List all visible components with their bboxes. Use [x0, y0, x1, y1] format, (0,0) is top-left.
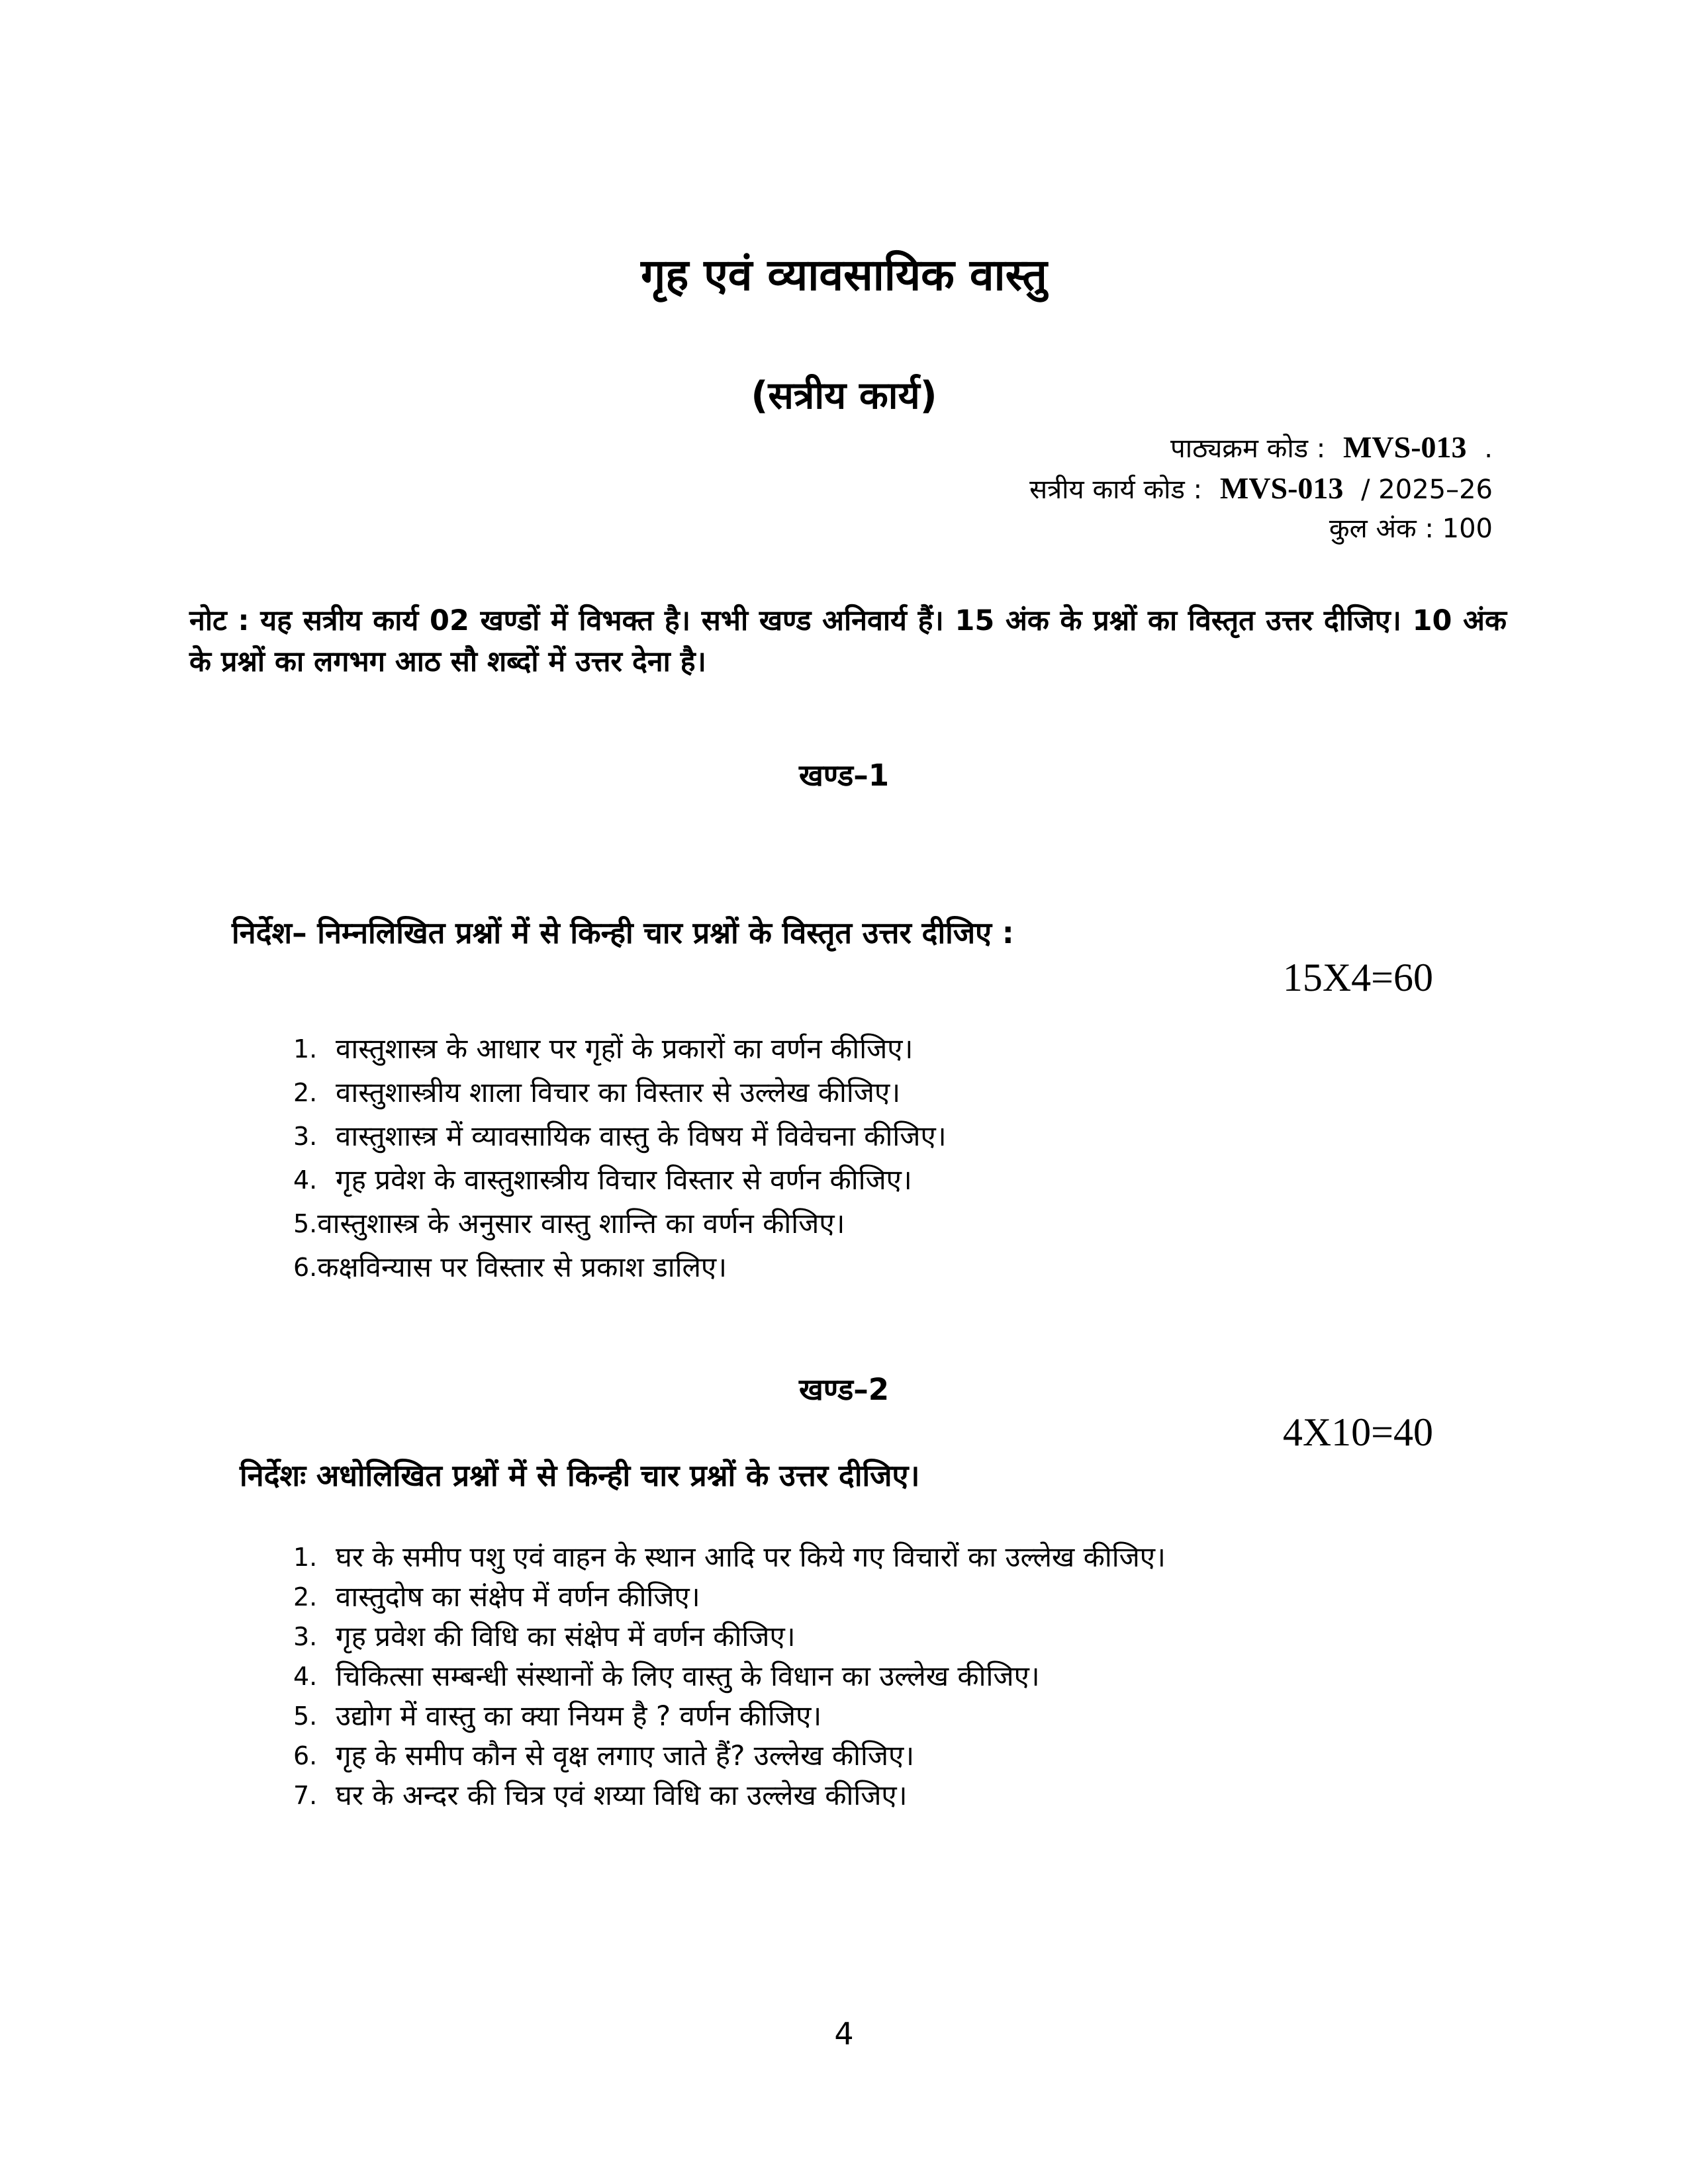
question-text: घर के समीप पशु एवं वाहन के स्थान आदि पर किये गए विचारों का उल्लेख कीजिए। — [336, 1541, 1166, 1573]
question-item — [293, 1252, 1564, 1283]
question-number: 3. — [293, 1122, 318, 1151]
question-item — [293, 1208, 1564, 1239]
question-text: घर के अन्दर की चित्र एवं शय्या विधि का उल्लेख कीजिए। — [336, 1779, 908, 1811]
question-number: 4. — [293, 1662, 318, 1691]
question-text: चिकित्सा सम्बन्धी संस्थानों के लिए वास्तु के विधान का उल्लेख कीजिए। — [336, 1660, 1040, 1692]
section-2-marks: 4X10=40 — [1282, 1410, 1433, 1454]
question-item — [293, 1661, 1564, 1692]
total-marks-label: कुल अंक : 100 — [1329, 514, 1493, 544]
question-text: वास्तुशास्त्र के अनुसार वास्तु शान्ति का वर्णन कीजिए। — [317, 1207, 845, 1240]
question-text: वास्तुशास्त्र के आधार पर गृहों के प्रकारों का वर्णन कीजिए। — [336, 1032, 914, 1065]
question-item — [293, 1741, 1564, 1771]
question-text: गृह प्रवेश की विधि का संक्षेप में वर्णन कीजिए। — [336, 1620, 796, 1653]
question-item — [293, 1621, 1564, 1652]
question-item — [293, 1165, 1564, 1195]
question-number: 6. — [293, 1741, 318, 1770]
course-code-value: MVS-013 — [1343, 430, 1467, 464]
question-text: वास्तुशास्त्रीय शाला विचार का विस्तार से उल्लेख कीजिए। — [336, 1076, 901, 1109]
question-number: 3. — [293, 1622, 318, 1651]
question-item — [293, 1701, 1564, 1731]
assignment-code-value: MVS-013 — [1219, 471, 1344, 505]
note-paragraph: नोट : यह सत्रीय कार्य 02 खण्डों में विभक्त है। सभी खण्ड अनिवार्य हैं। 15 अंक के प्रश्नों का विस्तृत उत्तर दीजिए। 10 अंक के प्रश्नों का लगभग आठ सौ शब्दों में उत्तर देना है। — [189, 604, 1507, 678]
section-1-question-list — [293, 1034, 1564, 1296]
question-item — [293, 1034, 1564, 1064]
question-number: 6. — [293, 1253, 318, 1282]
question-text: वास्तुशास्त्र में व्यावसायिक वास्तु के विषय में विवेचना कीजिए। — [336, 1120, 947, 1152]
total-marks-line — [1029, 510, 1493, 549]
assignment-code-line — [1029, 469, 1493, 510]
question-number: 1. — [293, 1034, 318, 1064]
page-number: 4 — [834, 2016, 854, 2052]
assignment-code-suffix: / 2025–26 — [1361, 475, 1493, 505]
document-subtitle: (सत्रीय कार्य) — [751, 374, 937, 418]
question-item — [293, 1780, 1564, 1811]
section-2-question-list — [293, 1542, 1564, 1820]
question-number: 4. — [293, 1165, 318, 1195]
question-number: 2. — [293, 1078, 318, 1107]
question-text: गृह प्रवेश के वास्तुशास्त्रीय विचार विस्तार से वर्णन कीजिए। — [336, 1163, 912, 1196]
question-item — [293, 1121, 1564, 1152]
question-number: 2. — [293, 1582, 318, 1612]
meta-block — [1029, 428, 1493, 549]
question-number: 7. — [293, 1781, 318, 1810]
question-text: कक्षविन्यास पर विस्तार से प्रकाश डालिए। — [317, 1251, 727, 1283]
section-1-heading: खण्ड–1 — [798, 758, 890, 793]
course-code-line — [1029, 428, 1493, 469]
assignment-code-label: सत्रीय कार्य कोड : — [1029, 475, 1203, 505]
question-item — [293, 1582, 1564, 1612]
section-1-instruction: निर्देश– निम्नलिखित प्रश्नों में से किन्ही चार प्रश्नों के विस्तृत उत्तर दीजिए : — [232, 915, 1014, 950]
course-code-label: पाठ्यक्रम कोड : — [1170, 433, 1326, 464]
course-code-suffix: . — [1484, 433, 1493, 464]
section-2-instruction: निर्देशः अधोलिखित प्रश्नों में से किन्ही चार प्रश्नों के उत्तर दीजिए। — [240, 1458, 920, 1493]
section-2-heading: खण्ड–2 — [798, 1372, 890, 1407]
question-text: गृह के समीप कौन से वृक्ष लगाए जाते हैं? उल्लेख कीजिए। — [336, 1739, 915, 1772]
question-item — [293, 1077, 1564, 1108]
section-1-marks: 15X4=60 — [1282, 956, 1433, 999]
question-text: उद्योग में वास्तु का क्या नियम है ? वर्णन कीजिए। — [336, 1700, 822, 1732]
question-text: वास्तुदोष का संक्षेप में वर्णन कीजिए। — [336, 1580, 700, 1613]
question-number: 1. — [293, 1543, 318, 1572]
question-number: 5. — [293, 1209, 318, 1238]
question-item — [293, 1542, 1564, 1572]
question-number: 5. — [293, 1702, 318, 1731]
document-title: गृह एवं व्यावसायिक वास्तु — [641, 250, 1047, 300]
